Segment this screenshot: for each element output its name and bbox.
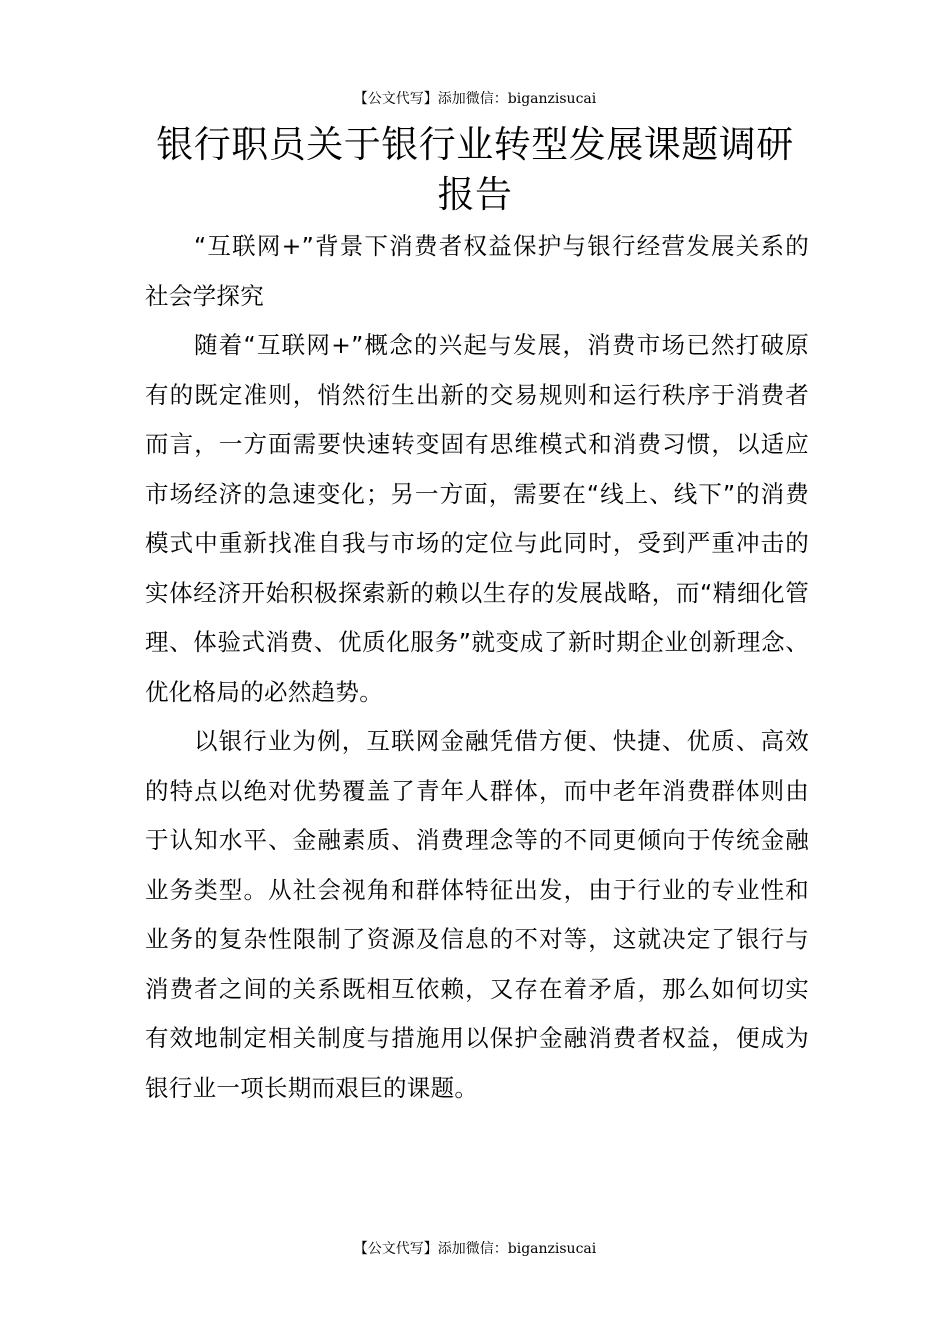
document-body: [145, 222, 809, 1113]
paragraph-1: 随着“互联网+”概念的兴起与发展，消费市场已然打破原有的既定准则，悄然衍生出新的交易规则和运行秩序于消费者而言，一方面需要快速转变固有思维模式和消费习惯，以适应市场经济的急速变化；另一方面，需要在“线上、线下”的消费模式中重新找准自我与市场的定位与此同时，受到严重冲击的实体经济开始积极探索新的赖以生存的发展战略，而“精细化管理、体验式消费、优质化服务”就变成了新时期企业创新理念、优化格局的必然趋势。: [145, 331, 809, 706]
header-note: 【公文代写】添加微信：biganzisucai: [353, 91, 597, 107]
footer-note: 【公文代写】添加微信：biganzisucai: [353, 1241, 597, 1257]
document-title: 银行职员关于银行业转型发展课题调研报告: [156, 123, 794, 216]
paragraph-2: 以银行业为例，互联网金融凭借方便、快捷、优质、高效的特点以绝对优势覆盖了青年人群体，而中老年消费群体则由于认知水平、金融素质、消费理念等的不同更倾向于传统金融业务类型。从社会视角和群体特征出发，由于行业的专业性和业务的复杂性限制了资源及信息的不对等，这就决定了银行与消费者之间的关系既相互依赖，又存在着矛盾，那么如何切实有效地制定相关制度与措施用以保护金融消费者权益，便成为银行业一项长期而艰巨的课题。: [145, 727, 809, 1102]
paragraph-subtitle: “互联网+”背景下消费者权益保护与银行经营发展关系的社会学探究: [145, 232, 809, 310]
